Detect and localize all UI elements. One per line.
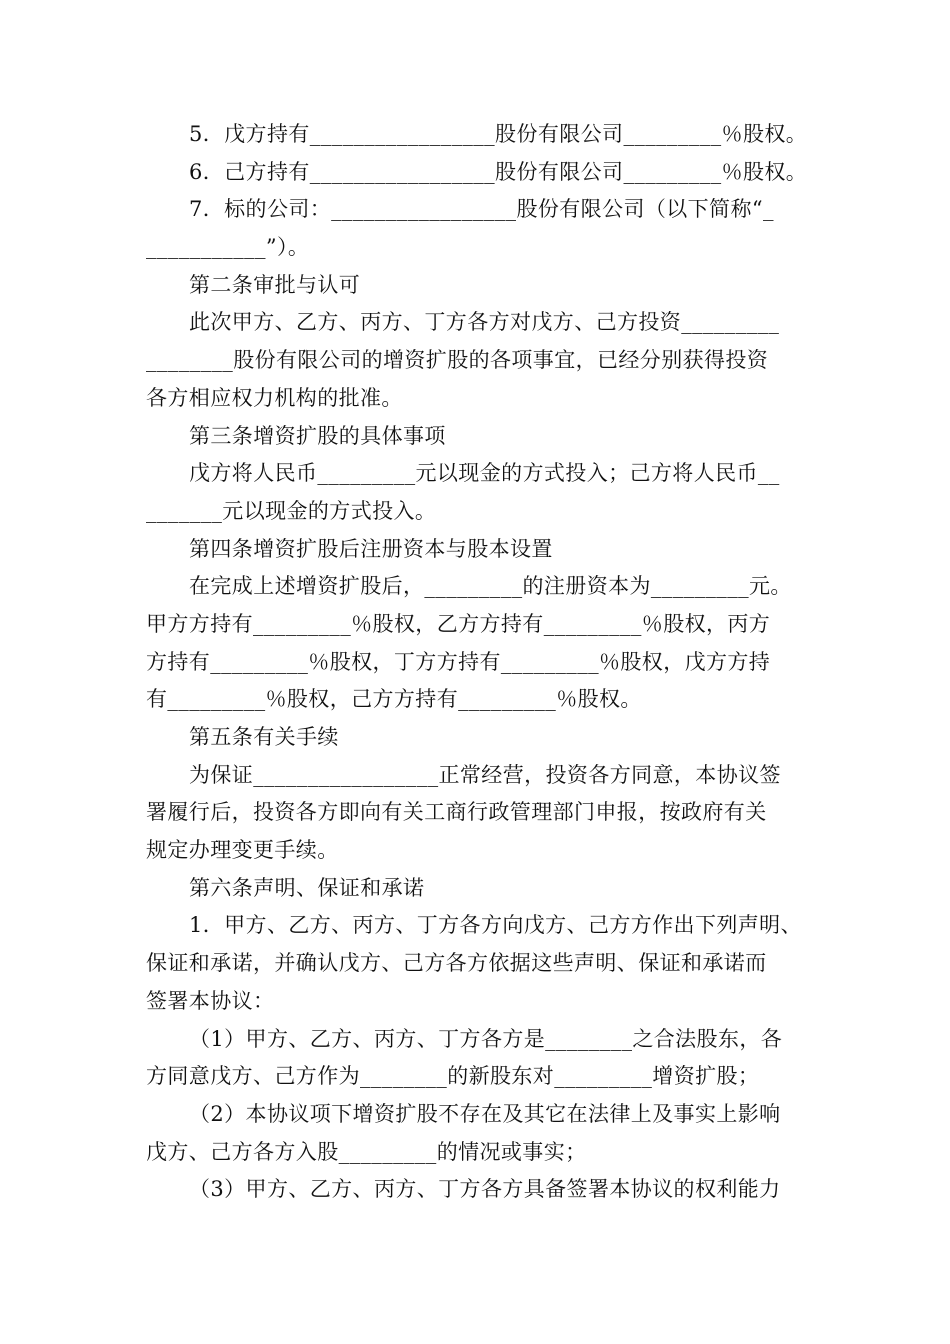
article-6-sub-2: 戊方、己方各方入股_________的情况或事实； [146, 1139, 587, 1164]
article-6-sub-3: （3）甲方、乙方、丙方、丁方各方具备签署本协议的权利能力 [189, 1177, 781, 1202]
article-2-body: 各方相应权力机构的批准。 [146, 385, 403, 410]
document-page [146, 116, 811, 1209]
clause-7-continued: ___________”）。 [146, 235, 310, 260]
clause-6-line: 6．己方持有_________________股份有限公司_________％股权。 [189, 159, 808, 184]
article-5-body: 为保证_________________正常经营，投资各方同意，本协议签 [189, 762, 781, 787]
article-4-body: 在完成上述增资扩股后，_________的注册资本为_________元。 [189, 574, 792, 599]
article-2-body: 此次甲方、乙方、丙方、丁方各方对戊方、己方投资_________ [189, 310, 780, 335]
clause-5-line: 5．戊方持有_________________股份有限公司_________％股权。 [189, 122, 808, 146]
article-3-heading: 第三条增资扩股的具体事项 [189, 423, 446, 448]
article-6-heading: 第六条声明、保证和承诺 [189, 875, 425, 900]
article-6-sub-1: （1）甲方、乙方、丙方、丁方各方是________之合法股东，各 [189, 1026, 783, 1051]
article-4-body: 有_________％股权，己方方持有_________％股权。 [146, 687, 642, 712]
article-3-body: 戊方将人民币_________元以现金的方式投入；己方将人民币__ [189, 461, 780, 486]
article-5-heading: 第五条有关手续 [189, 725, 339, 749]
article-3-body: _______元以现金的方式投入。 [146, 498, 437, 523]
article-5-body: 署履行后，投资各方即向有关工商行政管理部门申报，按政府有关 [146, 800, 767, 825]
article-2-body: ________股份有限公司的增资扩股的各项事宜，已经分别获得投资 [146, 348, 769, 373]
article-6-item-1: 签署本协议： [146, 988, 275, 1013]
article-6-sub-2: （2）本协议项下增资扩股不存在及其它在法律上及事实上影响 [189, 1101, 781, 1126]
article-6-item-1: 1．甲方、乙方、丙方、丁方各方向戊方、己方方作出下列声明、 [189, 913, 802, 938]
article-2-heading: 第二条审批与认可 [189, 272, 361, 297]
article-6-item-1: 保证和承诺，并确认戊方、己方各方依据这些声明、保证和承诺而 [146, 951, 767, 976]
article-5-body: 规定办理变更手续。 [146, 838, 339, 863]
article-4-heading: 第四条增资扩股后注册资本与股本设置 [189, 536, 553, 561]
article-4-body: 甲方方持有_________％股权，乙方方持有_________％股权，丙方 [146, 611, 771, 636]
article-4-body: 方持有_________％股权，丁方方持有_________％股权，戊方方持 [146, 649, 771, 674]
article-6-sub-1: 方同意戊方、己方作为________的新股东对_________增资扩股； [146, 1064, 760, 1089]
clause-7-line: 7．标的公司：_________________股份有限公司（以下简称“_ [189, 197, 774, 222]
